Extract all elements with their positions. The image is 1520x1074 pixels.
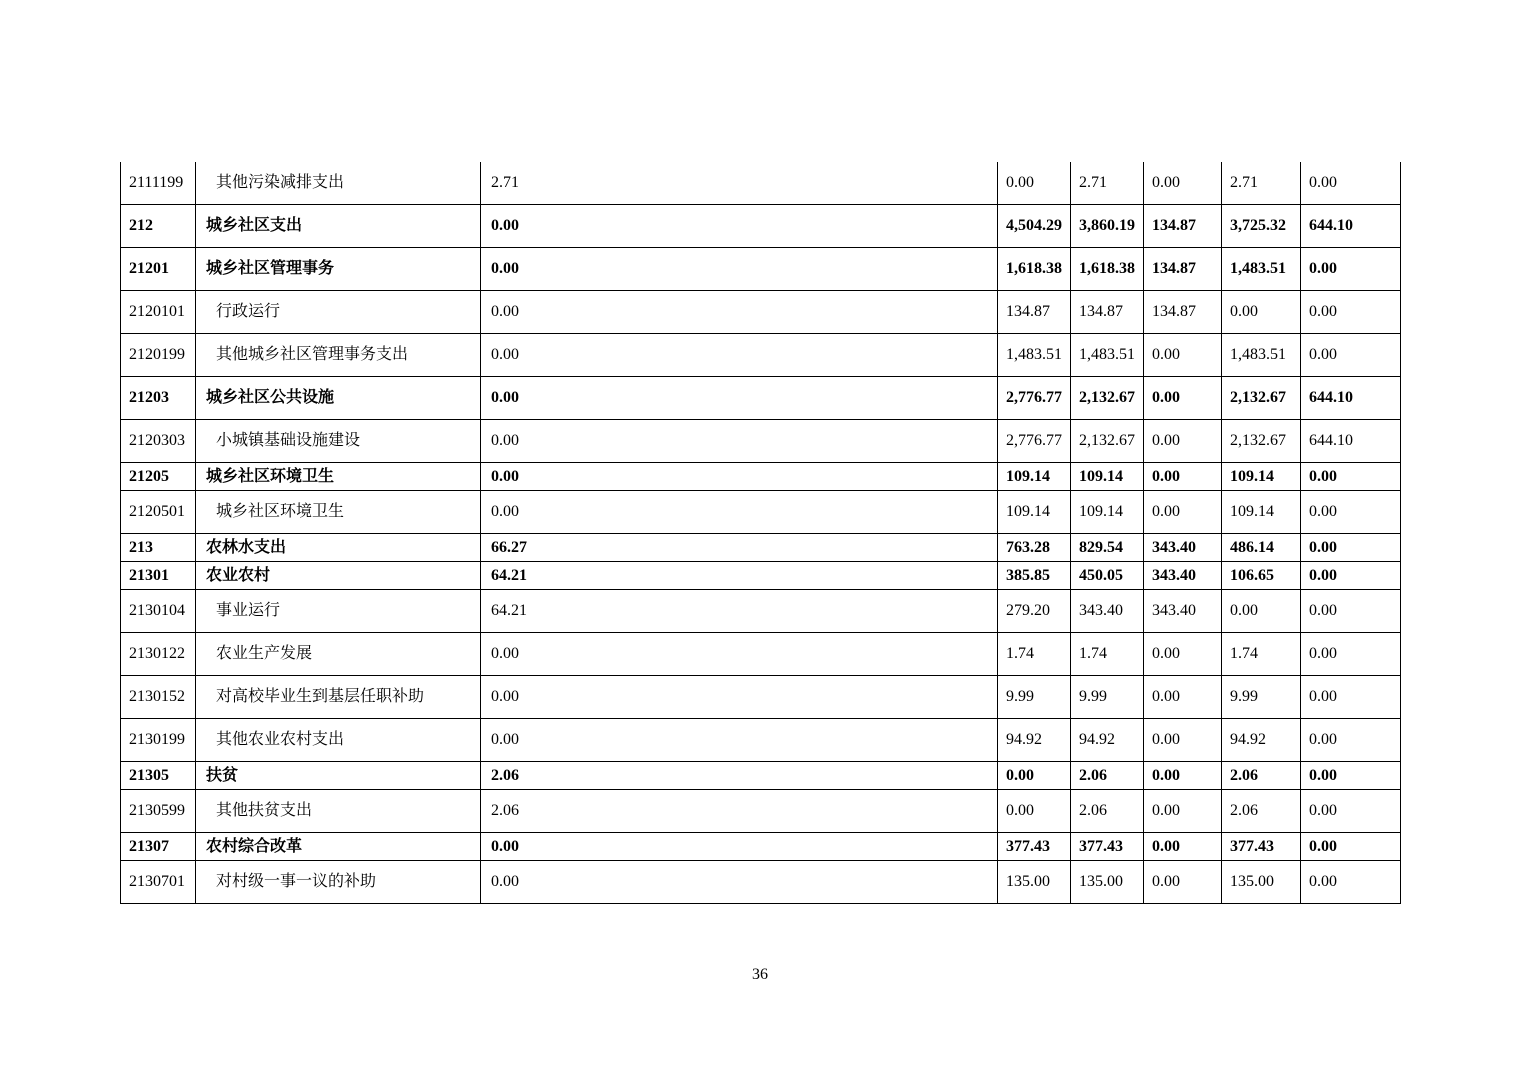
row-value: 763.28 [998, 534, 1071, 562]
table-row [121, 248, 1401, 291]
table-row [121, 291, 1401, 334]
row-value: 106.65 [1222, 562, 1301, 590]
row-value: 0.00 [1144, 334, 1222, 377]
row-value: 4,504.29 [998, 205, 1071, 248]
row-value: 0.00 [1144, 463, 1222, 491]
row-value: 9.99 [1071, 676, 1144, 719]
row-name: 农业生产发展 [196, 633, 481, 676]
row-code: 212 [121, 205, 196, 248]
row-value: 486.14 [1222, 534, 1301, 562]
table-row [121, 463, 1401, 491]
row-value: 1,483.51 [998, 334, 1071, 377]
row-value: 109.14 [998, 463, 1071, 491]
row-name: 农村综合改革 [196, 833, 481, 861]
row-value: 0.00 [1144, 676, 1222, 719]
row-value: 2.06 [1222, 762, 1301, 790]
row-value: 1.74 [998, 633, 1071, 676]
row-value: 0.00 [1301, 491, 1401, 534]
row-value: 109.14 [998, 491, 1071, 534]
table-row [121, 833, 1401, 861]
row-value: 450.05 [1071, 562, 1144, 590]
row-name: 城乡社区管理事务 [196, 248, 481, 291]
table-row [121, 162, 1401, 205]
row-value: 134.87 [998, 291, 1071, 334]
row-code: 21203 [121, 377, 196, 420]
row-value: 2.06 [1222, 790, 1301, 833]
row-value: 0.00 [1301, 633, 1401, 676]
row-value: 109.14 [1222, 463, 1301, 491]
row-value: 0.00 [481, 463, 998, 491]
row-value: 0.00 [1301, 790, 1401, 833]
row-value: 109.14 [1071, 463, 1144, 491]
row-value: 1,618.38 [1071, 248, 1144, 291]
row-value: 1,483.51 [1222, 248, 1301, 291]
table-row [121, 534, 1401, 562]
row-value: 0.00 [1144, 491, 1222, 534]
row-value: 2.06 [1071, 762, 1144, 790]
row-code: 21205 [121, 463, 196, 491]
row-value: 343.40 [1071, 590, 1144, 633]
row-name: 小城镇基础设施建设 [196, 420, 481, 463]
row-value: 0.00 [481, 377, 998, 420]
row-value: 343.40 [1144, 562, 1222, 590]
row-name: 事业运行 [196, 590, 481, 633]
row-code: 2120199 [121, 334, 196, 377]
row-name: 扶贫 [196, 762, 481, 790]
row-name: 其他农业农村支出 [196, 719, 481, 762]
row-value: 0.00 [481, 420, 998, 463]
row-name: 城乡社区环境卫生 [196, 463, 481, 491]
row-value: 2,132.67 [1222, 377, 1301, 420]
row-name: 城乡社区支出 [196, 205, 481, 248]
row-value: 644.10 [1301, 205, 1401, 248]
row-value: 64.21 [481, 562, 998, 590]
page-number: 36 [752, 966, 768, 983]
row-code: 213 [121, 534, 196, 562]
row-value: 377.43 [1222, 833, 1301, 861]
row-value: 94.92 [1222, 719, 1301, 762]
table-row [121, 377, 1401, 420]
row-value: 0.00 [1301, 562, 1401, 590]
row-value: 2,132.67 [1071, 420, 1144, 463]
row-value: 3,860.19 [1071, 205, 1144, 248]
row-code: 2120501 [121, 491, 196, 534]
row-value: 134.87 [1144, 205, 1222, 248]
row-value: 0.00 [1301, 590, 1401, 633]
row-value: 2.06 [1071, 790, 1144, 833]
row-value: 343.40 [1144, 534, 1222, 562]
row-name: 对高校毕业生到基层任职补助 [196, 676, 481, 719]
table-row [121, 205, 1401, 248]
row-value: 0.00 [1144, 719, 1222, 762]
row-name: 行政运行 [196, 291, 481, 334]
row-value: 0.00 [998, 162, 1071, 205]
row-value: 644.10 [1301, 377, 1401, 420]
row-value: 0.00 [1301, 291, 1401, 334]
row-code: 21301 [121, 562, 196, 590]
row-value: 134.87 [1144, 291, 1222, 334]
row-code: 21201 [121, 248, 196, 291]
table-row [121, 420, 1401, 463]
row-value: 1,483.51 [1071, 334, 1144, 377]
row-value: 135.00 [1071, 861, 1144, 904]
row-value: 0.00 [1301, 463, 1401, 491]
table-row [121, 633, 1401, 676]
row-value: 0.00 [1222, 291, 1301, 334]
row-value: 2,776.77 [998, 377, 1071, 420]
row-value: 2,132.67 [1071, 377, 1144, 420]
row-code: 2130104 [121, 590, 196, 633]
row-value: 94.92 [1071, 719, 1144, 762]
row-value: 2,776.77 [998, 420, 1071, 463]
row-value: 2.71 [1071, 162, 1144, 205]
row-value: 94.92 [998, 719, 1071, 762]
row-value: 0.00 [1144, 833, 1222, 861]
row-value: 0.00 [1301, 334, 1401, 377]
row-value: 377.43 [1071, 833, 1144, 861]
row-value: 279.20 [998, 590, 1071, 633]
row-value: 0.00 [1144, 162, 1222, 205]
row-value: 0.00 [1301, 248, 1401, 291]
row-value: 0.00 [1301, 861, 1401, 904]
row-name: 其他城乡社区管理事务支出 [196, 334, 481, 377]
row-value: 135.00 [1222, 861, 1301, 904]
row-value: 9.99 [998, 676, 1071, 719]
row-value: 0.00 [1144, 790, 1222, 833]
row-code: 2120303 [121, 420, 196, 463]
row-value: 109.14 [1222, 491, 1301, 534]
row-name: 农业农村 [196, 562, 481, 590]
row-value: 0.00 [1301, 676, 1401, 719]
table-row [121, 790, 1401, 833]
row-name: 农林水支出 [196, 534, 481, 562]
row-value: 109.14 [1071, 491, 1144, 534]
table-row [121, 676, 1401, 719]
row-value: 1,618.38 [998, 248, 1071, 291]
row-name: 其他扶贫支出 [196, 790, 481, 833]
row-value: 0.00 [1144, 762, 1222, 790]
row-name: 城乡社区公共设施 [196, 377, 481, 420]
table-row [121, 491, 1401, 534]
row-value: 0.00 [481, 676, 998, 719]
row-value: 0.00 [1301, 162, 1401, 205]
row-code: 2111199 [121, 162, 196, 205]
row-value: 0.00 [481, 248, 998, 291]
budget-table [120, 162, 1401, 904]
row-value: 2.06 [481, 762, 998, 790]
row-value: 0.00 [1144, 420, 1222, 463]
row-code: 2130152 [121, 676, 196, 719]
row-value: 0.00 [1301, 762, 1401, 790]
row-value: 0.00 [481, 334, 998, 377]
row-value: 644.10 [1301, 420, 1401, 463]
row-value: 385.85 [998, 562, 1071, 590]
row-value: 2.71 [481, 162, 998, 205]
row-value: 0.00 [1301, 534, 1401, 562]
row-code: 2130122 [121, 633, 196, 676]
row-name: 其他污染减排支出 [196, 162, 481, 205]
row-value: 1.74 [1071, 633, 1144, 676]
row-value: 829.54 [1071, 534, 1144, 562]
row-code: 21307 [121, 833, 196, 861]
row-value: 135.00 [998, 861, 1071, 904]
row-value: 0.00 [1301, 719, 1401, 762]
row-value: 1,483.51 [1222, 334, 1301, 377]
table-row [121, 334, 1401, 377]
row-value: 0.00 [481, 291, 998, 334]
row-value: 1.74 [1222, 633, 1301, 676]
row-value: 0.00 [1144, 861, 1222, 904]
row-value: 343.40 [1144, 590, 1222, 633]
row-name: 城乡社区环境卫生 [196, 491, 481, 534]
table-row [121, 762, 1401, 790]
table-row [121, 861, 1401, 904]
table-row [121, 590, 1401, 633]
row-value: 0.00 [481, 833, 998, 861]
row-code: 2120101 [121, 291, 196, 334]
row-value: 3,725.32 [1222, 205, 1301, 248]
row-value: 0.00 [481, 861, 998, 904]
row-value: 0.00 [1144, 633, 1222, 676]
row-value: 64.21 [481, 590, 998, 633]
row-code: 21305 [121, 762, 196, 790]
row-value: 2,132.67 [1222, 420, 1301, 463]
row-value: 9.99 [1222, 676, 1301, 719]
row-code: 2130701 [121, 861, 196, 904]
row-name: 对村级一事一议的补助 [196, 861, 481, 904]
row-value: 0.00 [481, 633, 998, 676]
row-value: 0.00 [481, 205, 998, 248]
row-value: 377.43 [998, 833, 1071, 861]
row-value: 2.71 [1222, 162, 1301, 205]
table-row [121, 562, 1401, 590]
row-value: 0.00 [1144, 377, 1222, 420]
row-code: 2130199 [121, 719, 196, 762]
row-value: 2.06 [481, 790, 998, 833]
row-value: 0.00 [998, 790, 1071, 833]
row-value: 66.27 [481, 534, 998, 562]
row-value: 0.00 [1222, 590, 1301, 633]
table-row [121, 719, 1401, 762]
row-value: 134.87 [1144, 248, 1222, 291]
row-code: 2130599 [121, 790, 196, 833]
row-value: 0.00 [998, 762, 1071, 790]
row-value: 0.00 [1301, 833, 1401, 861]
row-value: 134.87 [1071, 291, 1144, 334]
row-value: 0.00 [481, 491, 998, 534]
row-value: 0.00 [481, 719, 998, 762]
